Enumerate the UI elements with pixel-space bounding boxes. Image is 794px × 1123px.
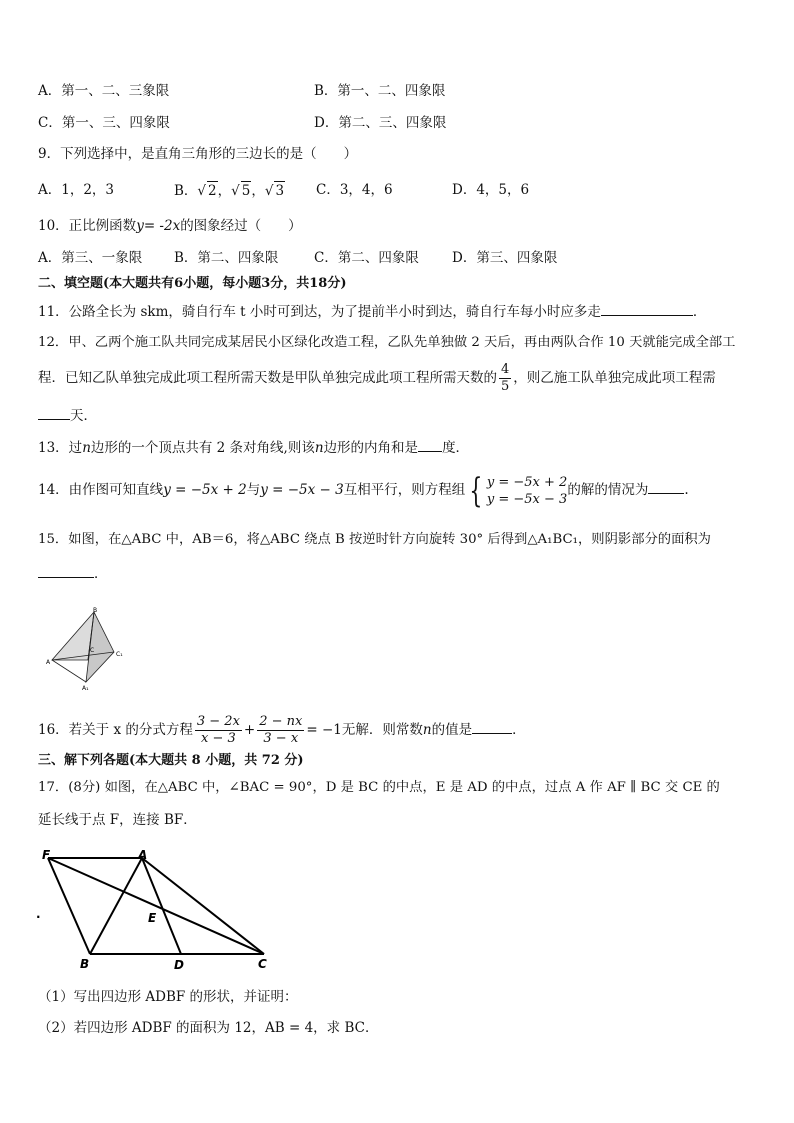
- q17-stray-dot: .: [36, 907, 41, 921]
- q11-body: 11．公路全长为 skm，骑自行车 t 小时可到达，为了提前半小时到达，骑自行车每小时应多走: [38, 304, 601, 320]
- q9-option-c: C．3，4，6: [316, 182, 393, 198]
- q14-with: 与: [246, 482, 261, 498]
- q9-option-d: D．4，5，6: [452, 182, 530, 198]
- q15-answer-blank[interactable]: [38, 563, 94, 578]
- q12-line3: [38, 405, 97, 425]
- q13-mid: 边形的一个顶点共有 2 条对角线,则该: [90, 440, 315, 456]
- q8-option-c: C．第一、三、四象限: [38, 115, 170, 131]
- q14-eq2: y = −5x − 3: [486, 491, 568, 507]
- q15-figure: [40, 604, 140, 694]
- q15-label-b: B: [93, 607, 98, 614]
- q16-n: n: [422, 722, 432, 738]
- q10-option-a: A．第三、一象限: [38, 250, 143, 266]
- q16-plus: +: [243, 722, 256, 738]
- q15-line2: [38, 563, 108, 583]
- q15-shaded-left: [52, 612, 94, 660]
- q14-line-b: y = −5x − 3: [260, 482, 344, 498]
- q10-stem-post: 的图象经过（ ）: [180, 218, 302, 234]
- q12-line1: 12．甲、乙两个施工队共同完成某居民小区绿化改造工程，乙队先单独做 2 天后，再由两队合作 10 天就能完成全部工: [38, 335, 736, 350]
- q11-text: [38, 301, 706, 321]
- q16-answer-blank[interactable]: [472, 719, 512, 734]
- q17-label-f: F: [42, 848, 51, 862]
- q13-post2: 度．: [442, 440, 470, 456]
- q13-n2: n: [314, 440, 324, 456]
- q13-pre: 13．过: [38, 440, 83, 456]
- q10-stem: [38, 217, 302, 235]
- q17-label-b: B: [80, 957, 90, 971]
- q16-fraction-2: [257, 714, 304, 747]
- q9-b-sep2: ，: [251, 183, 265, 199]
- q12-frac-num: 4: [501, 362, 510, 377]
- q14-text: [38, 470, 689, 510]
- q8-option-b: B．第一、二、四象限: [314, 83, 446, 99]
- q12-line2: [38, 362, 716, 395]
- q16-f2-num: 2 − nx: [259, 714, 303, 729]
- q9-stem: 9．下列选择中，是直角三角形的三边长的是（ ）: [38, 146, 358, 162]
- q10-option-d: D．第三、四象限: [452, 250, 558, 266]
- q9-b-root2: 5: [241, 183, 251, 199]
- q16-pre: 16．若关于 x 的分式方程: [38, 722, 193, 738]
- q15-label-a: A: [46, 659, 51, 666]
- q14-pre: 14．由作图可知直线: [38, 482, 164, 498]
- q13-answer-blank[interactable]: [418, 437, 442, 452]
- q15-end: ．: [94, 566, 108, 582]
- q14-eq1: y = −5x + 2: [486, 474, 568, 490]
- q14-brace: {: [469, 470, 483, 511]
- q17-label-d: D: [174, 958, 184, 972]
- q16-f1-den: x − 3: [201, 731, 236, 746]
- q8-option-d: D．第二、三、四象限: [314, 115, 447, 131]
- q14-answer-blank[interactable]: [648, 479, 684, 494]
- q16-text: [38, 710, 526, 750]
- q9-b-root1: 2: [208, 183, 217, 199]
- q15-label-a1: A₁: [82, 685, 89, 692]
- q9-b-sep1: ，: [217, 183, 232, 199]
- q16-end: ．: [512, 722, 526, 738]
- q14-mid: 互相平行，则方程组: [343, 482, 466, 498]
- q10-function: y= -2x: [136, 218, 181, 234]
- q17-sub2: （2）若四边形 ADBF 的面积为 12，AB = 4，求 BC．: [38, 1020, 379, 1036]
- q14-system: [487, 474, 567, 508]
- q15-label-c: C: [90, 647, 95, 654]
- q9-b-prefix: B．: [174, 183, 198, 199]
- q16-post: 无解．则常数: [341, 722, 423, 738]
- q9-option-a: A．1，2，3: [38, 182, 115, 198]
- q10-option-c: C．第二、四象限: [314, 250, 419, 266]
- q9-b-root3: 3: [275, 183, 285, 199]
- q16-f1-num: 3 − 2x: [196, 714, 240, 729]
- q11-end: ．: [692, 304, 707, 320]
- q12-answer-blank[interactable]: [38, 405, 70, 420]
- q15-label-c1: C₁: [116, 651, 123, 658]
- section-2-heading: 二、填空题(本大题共有6小题，每小题3分，共18分): [38, 276, 347, 291]
- q13-post1: 边形的内角和是: [323, 440, 419, 456]
- q13-text: [38, 437, 469, 457]
- q16-post2: 的值是: [431, 722, 473, 738]
- q12-fraction: [499, 362, 511, 395]
- q17-label-c: C: [258, 957, 267, 971]
- q17-sub1: （1）写出四边形 ADBF 的形状，并证明：: [38, 989, 298, 1005]
- q10-option-b: B．第二、四象限: [174, 250, 279, 266]
- q9-option-b: B．√ 2，√ 5，√ 3: [174, 183, 285, 199]
- q16-f2-den: 3 − x: [263, 731, 299, 746]
- q14-post: 的解的情况为: [567, 482, 649, 498]
- q14-line-a: y = −5x + 2: [163, 482, 247, 498]
- q17-label-e: E: [148, 911, 157, 925]
- q17-line2: 延长线于点 F，连接 BF．: [38, 812, 197, 828]
- q10-stem-pre: 10．正比例函数: [38, 218, 137, 234]
- q12-line2-pre: 程．已知乙队单独完成此项工程所需天数是甲队单独完成此项工程所需天数的: [38, 370, 497, 386]
- q13-n1: n: [82, 440, 91, 456]
- q17-label-a: A: [138, 848, 148, 862]
- q16-fraction-1: [195, 714, 242, 747]
- q12-line3-post: 天．: [70, 408, 97, 424]
- q12-frac-den: 5: [501, 379, 510, 394]
- section-3-heading: 三、解下列各题(本大题共 8 小题，共 72 分): [38, 753, 304, 768]
- q17-figure: [34, 846, 284, 976]
- q14-end: .: [684, 482, 689, 498]
- q8-option-a: A．第一、二、三象限: [38, 83, 170, 99]
- q11-answer-blank[interactable]: [601, 301, 693, 316]
- q16-rhs: = −1: [306, 722, 342, 738]
- q17-line1: 17．(8分) 如图，在△ABC 中，∠BAC = 90°，D 是 BC 的中点，E 是 AD 的中点，过点 A 作 AF ∥ BC 交 CE 的: [38, 780, 720, 795]
- q12-line2-post: ，则乙施工队单独完成此项工程需: [513, 370, 716, 386]
- q15-line1: 15．如图，在△ABC 中，AB＝6，将△ABC 绕点 B 按逆时针方向旋转 30° 后得到△A₁BC₁，则阴影部分的面积为: [38, 532, 711, 547]
